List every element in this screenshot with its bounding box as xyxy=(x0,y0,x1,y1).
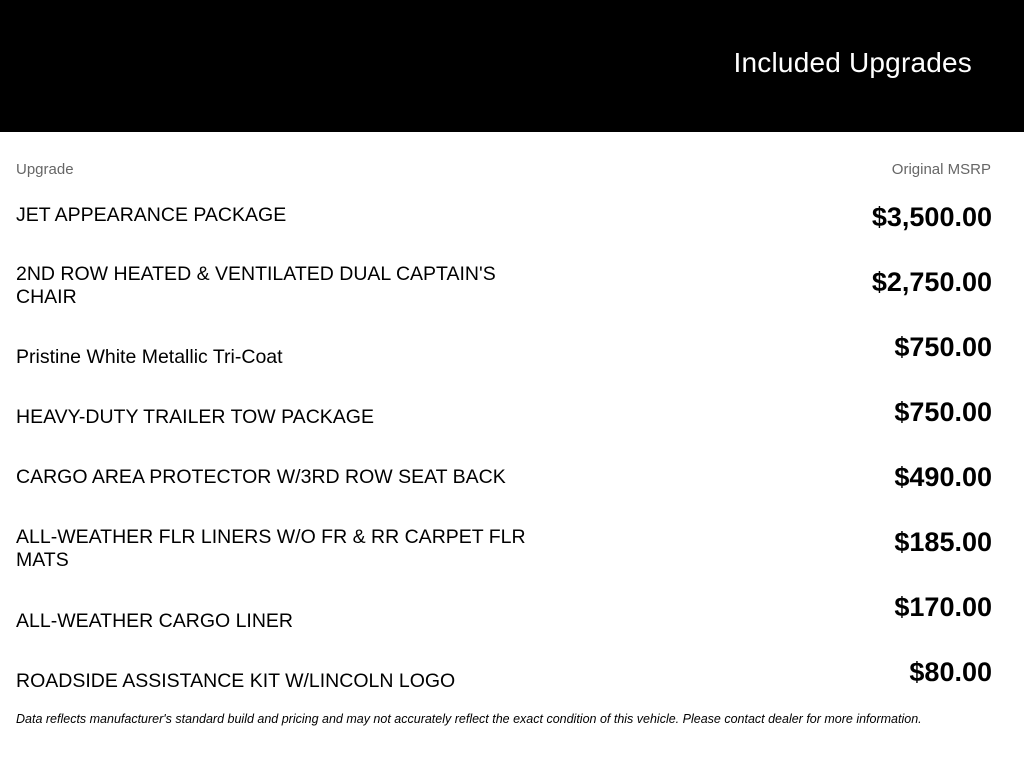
upgrade-name: ALL-WEATHER FLR LINERS W/O FR & RR CARPET FLR MATS xyxy=(16,526,526,571)
upgrade-price: $2,750.00 xyxy=(871,267,992,297)
upgrade-price: $490.00 xyxy=(894,462,992,492)
list-item xyxy=(0,455,1024,520)
list-item xyxy=(0,520,1024,585)
upgrade-name: HEAVY-DUTY TRAILER TOW PACKAGE xyxy=(16,406,374,428)
list-item xyxy=(0,195,1024,260)
column-header-upgrade: Upgrade xyxy=(16,161,74,178)
list-item xyxy=(0,390,1024,455)
upgrade-name: JET APPEARANCE PACKAGE xyxy=(16,204,287,226)
header-banner xyxy=(0,0,1024,132)
page-title: Included Upgrades xyxy=(733,47,972,78)
column-header-msrp: Original MSRP xyxy=(891,161,991,178)
list-item xyxy=(0,260,1024,325)
upgrade-name: CARGO AREA PROTECTOR W/3RD ROW SEAT BACK xyxy=(16,466,506,488)
upgrade-name: Pristine White Metallic Tri-Coat xyxy=(16,346,283,368)
upgrade-price: $750.00 xyxy=(894,397,992,427)
upgrade-price: $170.00 xyxy=(894,592,992,622)
upgrade-name: 2ND ROW HEATED & VENTILATED DUAL CAPTAIN'S CHAIR xyxy=(16,263,496,308)
disclaimer-text: Data reflects manufacturer's standard build and pricing and may not accurately reflect the exact condition of this vehicle. Please contact dealer for more information. xyxy=(16,712,922,726)
upgrade-name: ALL-WEATHER CARGO LINER xyxy=(16,610,294,632)
list-item xyxy=(0,585,1024,650)
upgrade-price: $185.00 xyxy=(894,527,992,557)
list-item xyxy=(0,650,1024,715)
upgrade-price: $750.00 xyxy=(894,332,992,362)
upgrade-name: ROADSIDE ASSISTANCE KIT W/LINCOLN LOGO xyxy=(16,670,456,692)
upgrade-price: $80.00 xyxy=(909,657,992,687)
upgrade-price: $3,500.00 xyxy=(871,202,992,232)
list-item xyxy=(0,325,1024,390)
